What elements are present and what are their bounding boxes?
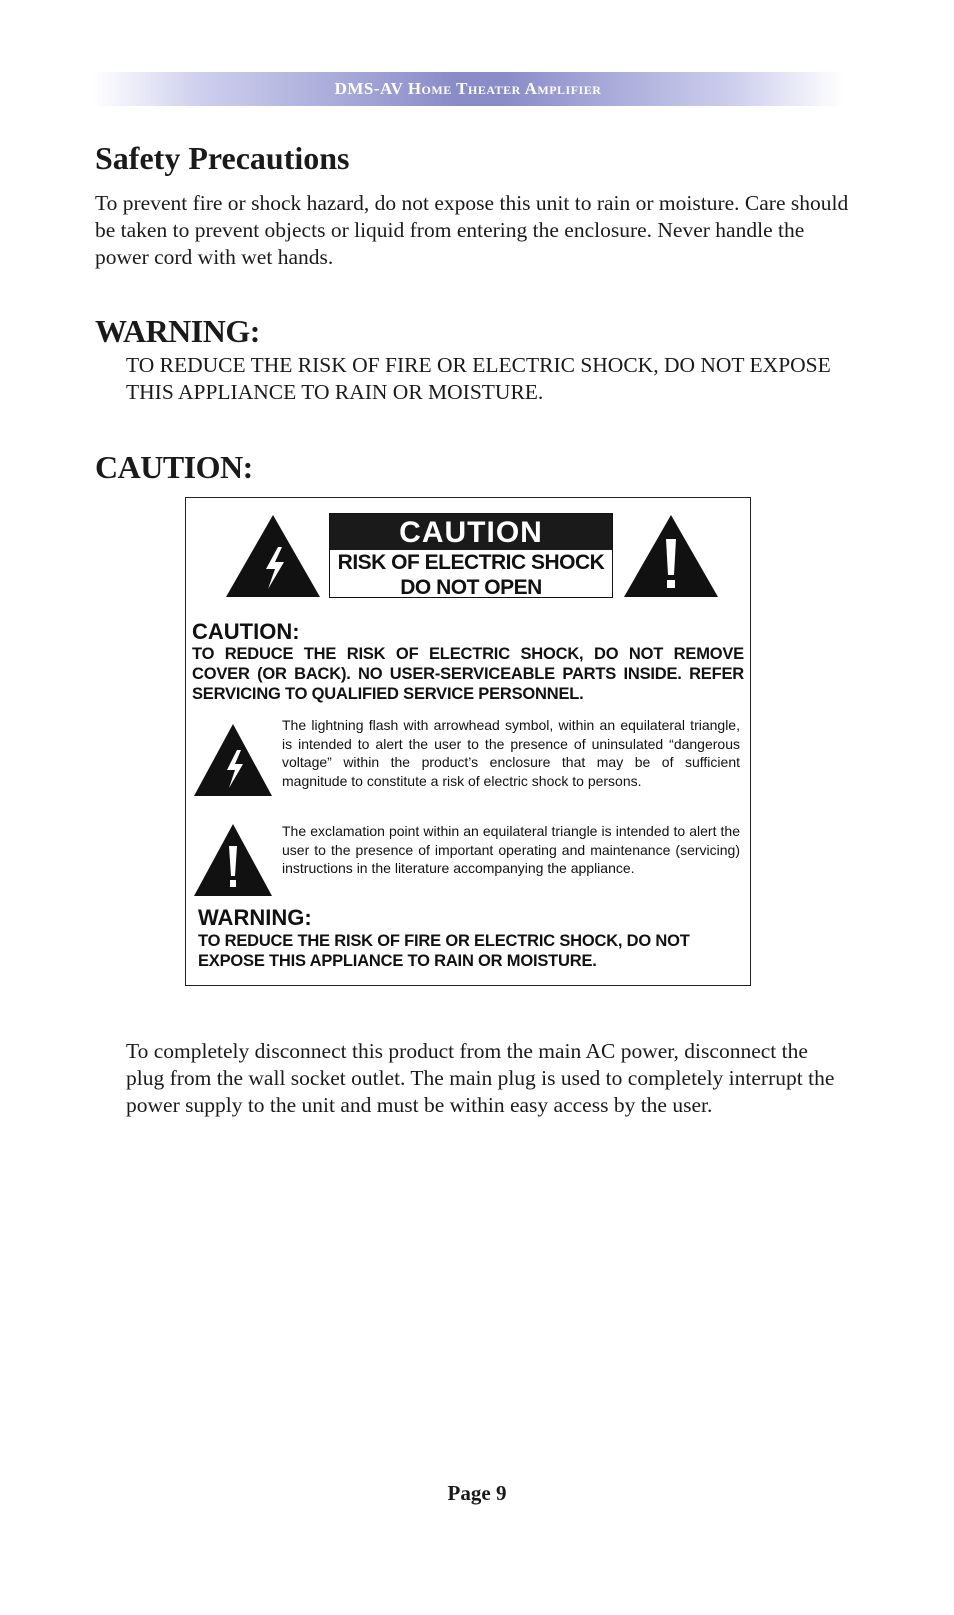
warning-title: WARNING: [95, 313, 260, 349]
lightning-symbol-icon [192, 722, 274, 798]
header-title: DMS-AV Home Theater Amplifier [334, 79, 602, 98]
caution-plate [329, 513, 613, 598]
disconnect-text: To completely disconnect this product from the main AC power, disconnect the plug from the wall socket outlet. The main plug is used to completely interrupt the power supply to the unit and must be within easy access by the user. [126, 1039, 835, 1117]
plate-line-1: RISK OF ELECTRIC SHOCK [337, 551, 605, 574]
plate-line-2: DO NOT OPEN [400, 576, 542, 599]
safety-title: Safety Precautions [95, 140, 350, 176]
exclamation-warning-icon [622, 513, 720, 599]
label-caution-heading: CAUTION: [192, 619, 300, 644]
caution-title: CAUTION: [95, 449, 253, 485]
header-band [93, 72, 843, 106]
page-number: Page 9 [447, 1481, 507, 1505]
lightning-description: The lightning flash with arrowhead symbol, within an equilateral triangle, is intended to alert the user to the presence of uninsulated “dangerous voltage” within the product’s enclosure that may be of sufficient magnitude to constitute a risk of electric shock to persons. [282, 717, 740, 789]
exclamation-symbol-icon [192, 822, 274, 898]
exclamation-description: The exclamation point within an equilateral triangle is intended to alert the user to the presence of important operating and maintenance (servicing) instructions in the literature accompanying the appliance. [282, 823, 740, 876]
label-caution-body: TO REDUCE THE RISK OF ELECTRIC SHOCK, DO NOT REMOVE COVER (OR BACK). NO USER-SERVICEABLE PARTS INSIDE. REFER SERVICING TO QUALIFIED SERVICE PERSONNEL. [192, 645, 744, 703]
safety-text: To prevent fire or shock hazard, do not expose this unit to rain or moisture. Care should be taken to prevent objects or liquid from entering the enclosure. Never handle the power cord with wet hands. [95, 191, 849, 269]
plate-title: CAUTION [330, 514, 612, 550]
lightning-warning-icon [224, 513, 322, 599]
label-warning-heading: WARNING: [198, 905, 312, 930]
warning-text: TO REDUCE THE RISK OF FIRE OR ELECTRIC SHOCK, DO NOT EXPOSE THIS APPLIANCE TO RAIN OR MOISTURE. [126, 353, 831, 404]
caution-label [185, 497, 751, 986]
label-warning-body: TO REDUCE THE RISK OF FIRE OR ELECTRIC SHOCK, DO NOT EXPOSE THIS APPLIANCE TO RAIN OR MOISTURE. [198, 932, 690, 970]
